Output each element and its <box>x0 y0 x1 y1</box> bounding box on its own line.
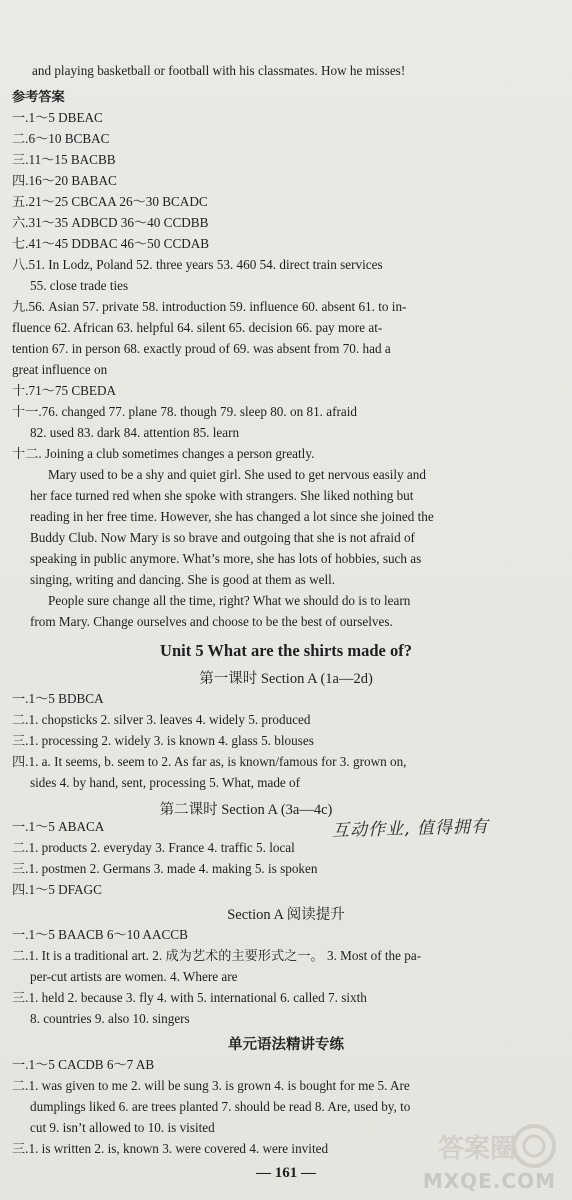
text-line: per-cut artists are women. 4. Where are <box>30 969 238 984</box>
text-line: 一.1～5 BAACB 6～10 AACCB <box>12 927 188 942</box>
text-line: 三.11～15 BACBB <box>12 152 116 167</box>
text-line: 一.1～5 DBEAC <box>12 110 103 125</box>
text-line: singing, writing and dancing. She is good at them as well. <box>30 572 336 587</box>
text-line: People sure change all the time, right? What we should do is to learn <box>48 593 411 608</box>
section-title: 单元语法精讲专练 <box>228 1037 344 1053</box>
text-line: from Mary. Change ourselves and choose to be the best of ourselves. <box>30 614 393 629</box>
text-line: Mary used to be a shy and quiet girl. She used to get nervous easily and <box>48 467 426 482</box>
text-line: reading in her free time. However, she has changed a lot since she joined the <box>30 509 434 524</box>
text-line: 四.1. a. It seems, b. seem to 2. As far as, is known/famous for 3. grown on, <box>12 754 407 769</box>
text-line: 55. close trade ties <box>30 278 129 293</box>
text-line: 二.1. was given to me 2. will be sung 3. is grown 4. is bought for me 5. Are <box>12 1078 410 1093</box>
watermark-url: MXQE.COM <box>422 1169 556 1193</box>
section-title: 第二课时 Section A (3a—4c) <box>159 802 333 818</box>
text-line: Buddy Club. Now Mary is so brave and outgoing that she is not afraid of <box>30 530 415 545</box>
answers-heading: 参考答案 <box>12 89 65 104</box>
text-line: 十一.76. changed 77. plane 78. though 79. sleep 80. on 81. afraid <box>12 404 357 419</box>
text-line: 九.56. Asian 57. private 58. introduction 59. influence 60. absent 61. to in- <box>12 299 407 314</box>
text-line: 二.1. products 2. everyday 3. France 4. traffic 5. local <box>12 840 295 855</box>
text-line: 六.31～35 ADBCD 36～40 CCDBB <box>12 215 209 230</box>
text-line: 一.1～5 BDBCA <box>12 691 104 706</box>
text-line: 三.1. processing 2. widely 3. is known 4. glass 5. blouses <box>12 733 314 748</box>
text-line: tention 67. in person 68. exactly proud of 69. was absent from 70. had a <box>12 341 391 356</box>
text-line: 82. used 83. dark 84. attention 85. learn <box>30 425 240 440</box>
text-line: cut 9. isn’t allowed to 10. is visited <box>30 1120 215 1135</box>
text-line: 8. countries 9. also 10. singers <box>30 1011 190 1026</box>
text-line: 一.1～5 CACDB 6～7 AB <box>12 1057 155 1072</box>
text-line: her face turned red when she spoke with strangers. She liked nothing but <box>30 488 414 503</box>
text-line: 三.1. is written 2. is, known 3. were covered 4. were invited <box>12 1141 329 1156</box>
text-line: 一.1～5 ABACA <box>12 819 105 834</box>
section-title: Section A 阅读提升 <box>227 907 345 923</box>
text-line: sides 4. by hand, sent, processing 5. What, made of <box>30 775 301 790</box>
unit-title: Unit 5 What are the shirts made of? <box>160 641 412 660</box>
text-line: 二.1. chopsticks 2. silver 3. leaves 4. widely 5. produced <box>12 712 311 727</box>
text-line: 七.41～45 DDBAC 46～50 CCDAB <box>12 236 210 251</box>
text-line: great influence on <box>12 362 108 377</box>
page-number: — 161 — <box>256 1165 316 1181</box>
text-line: speaking in public anymore. What’s more, she has lots of hobbies, such as <box>30 551 422 566</box>
text-line: 八.51. In Lodz, Poland 52. three years 53. 460 54. direct train services <box>12 257 383 272</box>
text-line: 三.1. held 2. because 3. fly 4. with 5. international 6. called 7. sixth <box>12 990 367 1005</box>
text-line: 十二. Joining a club sometimes changes a person greatly. <box>12 446 315 461</box>
text-line: 二.1. It is a traditional art. 2. 成为艺术的主要形式之一。 3. Most of the pa- <box>12 948 422 963</box>
text-line: 三.1. postmen 2. Germans 3. made 4. making 5. is spoken <box>12 861 318 876</box>
text-line: 十.71～75 CBEDA <box>12 383 117 398</box>
handwritten-note: 互动作业, 值得拥有 <box>331 816 490 842</box>
watermark-text: 答案圈 <box>437 1134 516 1164</box>
text-line: fluence 62. African 63. helpful 64. silent 65. decision 66. pay more at- <box>12 320 383 335</box>
text-line: 四.1～5 DFAGC <box>12 882 102 897</box>
text-line: 四.16～20 BABAC <box>12 173 117 188</box>
section-title: 第一课时 Section A (1a—2d) <box>199 671 373 687</box>
text-line: dumplings liked 6. are trees planted 7. should be read 8. Are, used by, to <box>30 1099 411 1114</box>
text-line: 五.21～25 CBCAA 26～30 BCADC <box>12 194 208 209</box>
text-line: and playing basketball or football with his classmates. How he misses! <box>32 63 406 78</box>
text-line: 二.6～10 BCBAC <box>12 131 110 146</box>
